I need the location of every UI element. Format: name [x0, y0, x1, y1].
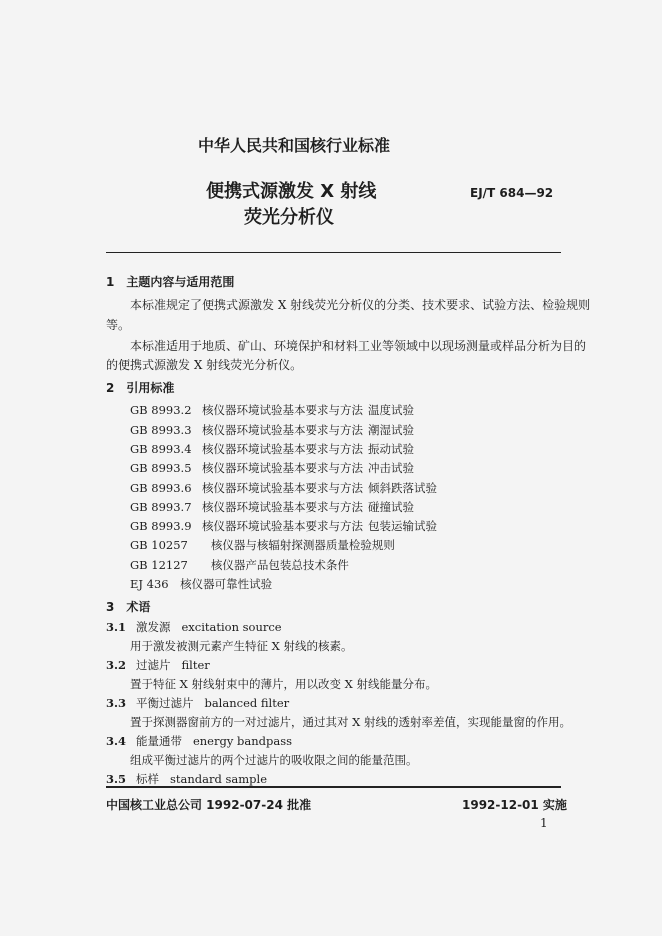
section1-para1-line2: 等。: [106, 318, 131, 332]
standard-number: EJ/T 684—92: [470, 186, 554, 200]
section1-para2-line2: 的便携式源激发 X 射线荧光分析仪。: [106, 358, 303, 372]
term-heading: [106, 619, 282, 635]
ref-item-gb10257: GB 10257 核仪器与核辐射探测器质量检验规则: [130, 538, 395, 552]
term-definition: 置于特征 X 射线射束中的薄片，用以改变 X 射线能量分布。: [130, 677, 437, 691]
term-heading: [106, 657, 210, 673]
term-en: excitation source: [181, 620, 282, 634]
document-title-line2: 荧光分析仪: [244, 207, 334, 228]
ref-item: [130, 441, 414, 457]
term-en: standard sample: [169, 772, 267, 786]
ref-code: GB 8993.4: [130, 442, 192, 456]
effective-date: 1992-12-01 实施: [462, 798, 567, 812]
term-definition: 组成平衡过滤片的两个过滤片的吸收限之间的能量范围。: [130, 753, 418, 767]
ref-sub: 包装运输试验: [368, 519, 437, 533]
term-en: filter: [181, 658, 210, 672]
ref-item-gb12127: GB 12127 核仪器产品包装总技术条件: [130, 558, 349, 572]
ref-sub: 振动试验: [368, 442, 414, 456]
term-definition: 置于探测器窗前方的一对过滤片，通过其对 X 射线的透射率差值，实现能量窗的作用。: [130, 715, 571, 729]
section1-heading: 1 主题内容与适用范围: [106, 275, 235, 289]
term-en: balanced filter: [204, 696, 290, 710]
term-number: 3.3: [106, 696, 127, 710]
term-number: 3.1: [106, 620, 127, 634]
header-rule: [106, 252, 561, 253]
term-cn: 过滤片: [136, 658, 171, 672]
ref-title: 核仪器环境试验基本要求与方法: [202, 519, 363, 533]
ref-item: [130, 480, 437, 496]
ref-sub: 碰撞试验: [368, 500, 414, 514]
section2-heading: 2 引用标准: [106, 381, 175, 395]
ref-code: GB 8993.9: [130, 519, 192, 533]
term-number: 3.4: [106, 734, 127, 748]
term-number: 3.2: [106, 658, 127, 672]
org-line: 中华人民共和国核行业标准: [198, 136, 391, 155]
term-cn: 标样: [136, 772, 159, 786]
ref-title: 核仪器环境试验基本要求与方法: [202, 481, 363, 495]
term-heading: [106, 733, 292, 749]
ref-item: [130, 499, 414, 515]
ref-sub: 温度试验: [368, 403, 414, 417]
ref-sub: 冲击试验: [368, 461, 414, 475]
ref-item: [130, 460, 414, 476]
ref-title: 核仪器环境试验基本要求与方法: [202, 423, 363, 437]
ref-item: [130, 518, 437, 534]
ref-item-ej436: EJ 436 核仪器可靠性试验: [130, 577, 273, 591]
ref-code: GB 8993.5: [130, 461, 192, 475]
ref-title: 核仪器环境试验基本要求与方法: [202, 403, 363, 417]
page-number: 1: [540, 816, 548, 830]
ref-sub: 倾斜跌落试验: [368, 481, 437, 495]
term-cn: 平衡过滤片: [136, 696, 194, 710]
footer-rule: [106, 786, 561, 788]
term-en: energy bandpass: [192, 734, 293, 748]
term-cn: 激发源: [136, 620, 171, 634]
ref-item: [130, 422, 414, 438]
term-cn: 能量通带: [136, 734, 182, 748]
section1-para2-line1: 本标准适用于地质、矿山、环境保护和材料工业等领域中以现场测量或样品分析为目的: [130, 339, 587, 353]
term-definition: 用于激发被测元素产生特征 X 射线的核素。: [130, 639, 353, 653]
approval-text: 中国核工业总公司 1992-07-24 批准: [106, 798, 312, 812]
term-heading: [106, 695, 289, 711]
ref-title: 核仪器环境试验基本要求与方法: [202, 461, 363, 475]
term-heading: [106, 771, 267, 787]
section1-para1-line1: 本标准规定了便携式源激发 X 射线荧光分析仪的分类、技术要求、试验方法、检验规则: [130, 298, 591, 312]
ref-sub: 潮湿试验: [368, 423, 414, 437]
section3-heading: 3 术语: [106, 600, 151, 614]
ref-item: [130, 402, 414, 418]
ref-code: GB 8993.2: [130, 403, 192, 417]
ref-code: GB 8993.7: [130, 500, 192, 514]
term-number: 3.5: [106, 772, 127, 786]
ref-code: GB 8993.3: [130, 423, 192, 437]
ref-code: GB 8993.6: [130, 481, 192, 495]
ref-title: 核仪器环境试验基本要求与方法: [202, 442, 363, 456]
ref-title: 核仪器环境试验基本要求与方法: [202, 500, 363, 514]
document-title-line1: 便携式源激发 X 射线: [206, 181, 377, 202]
